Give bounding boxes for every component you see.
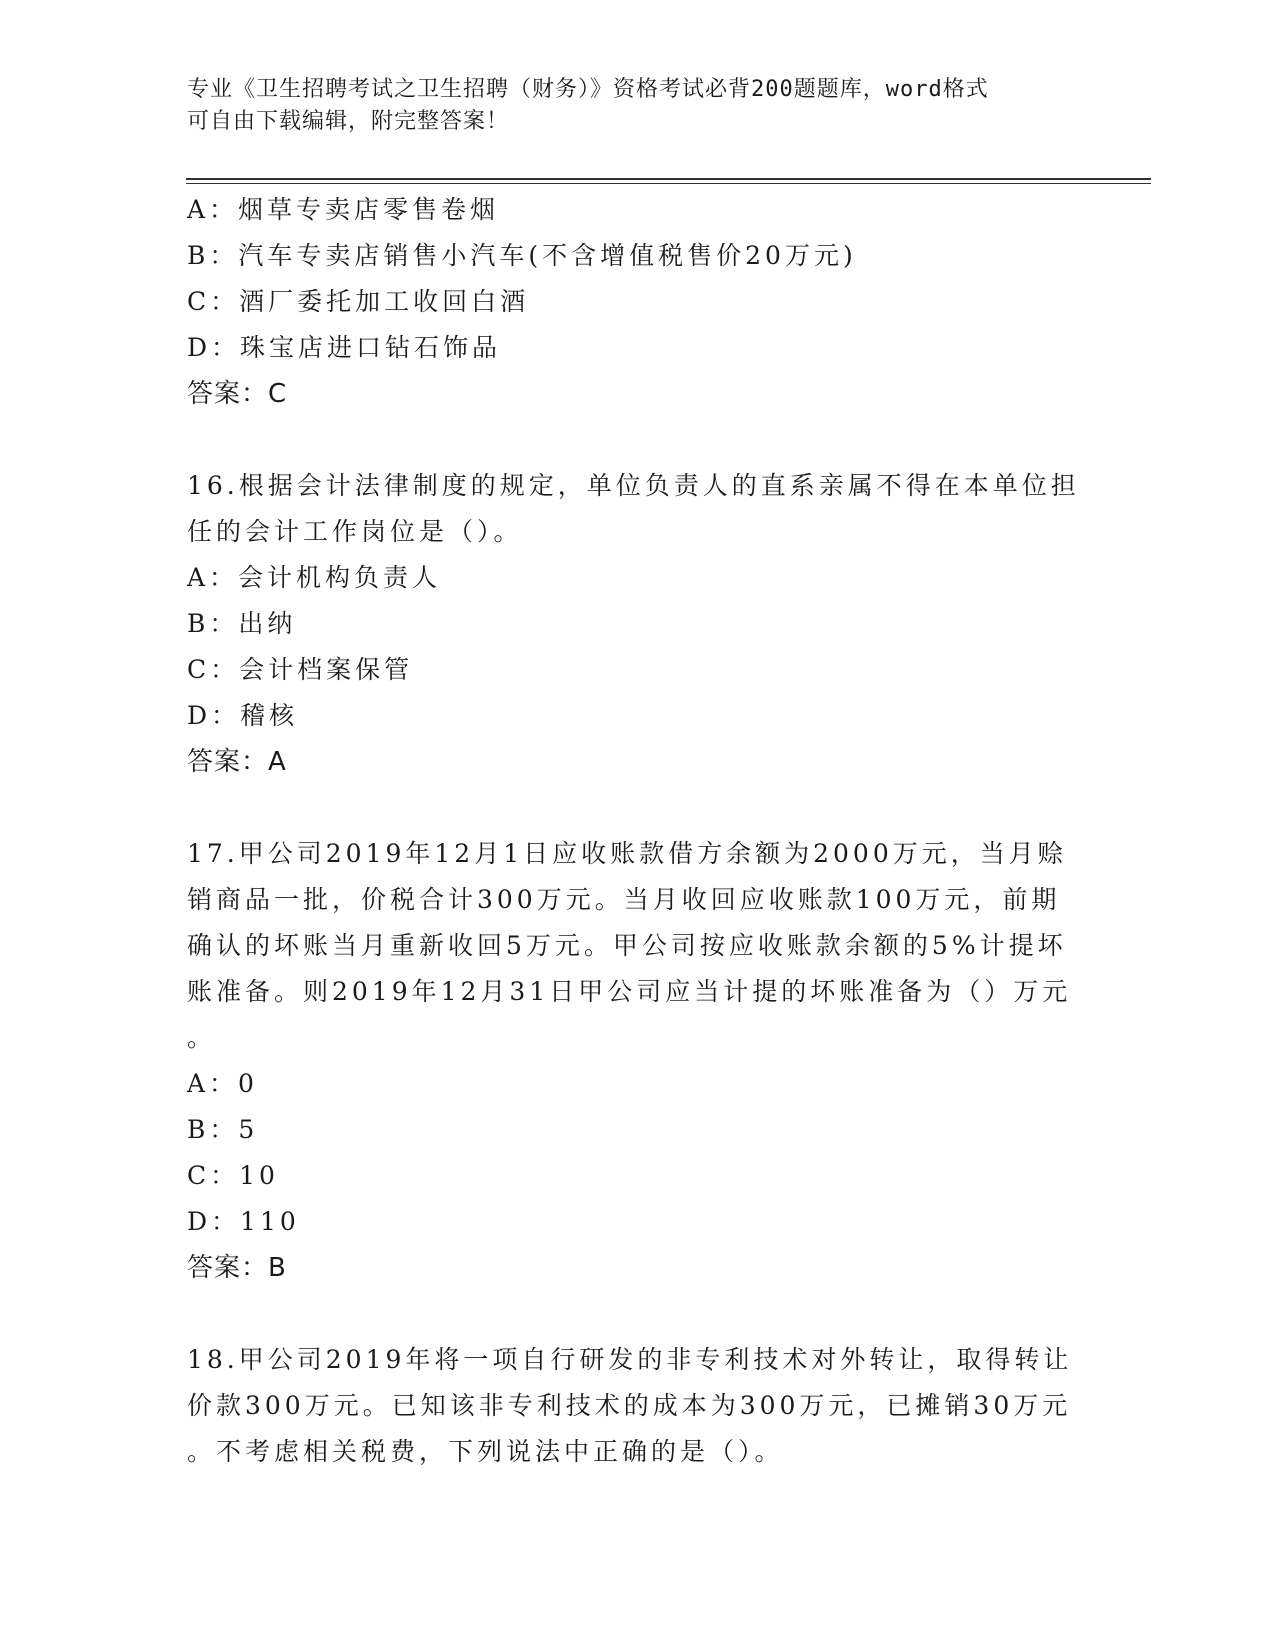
question-15 bbox=[187, 187, 1087, 417]
question-stem: 确认的坏账当月重新收回5万元。甲公司按应收账款余额的5%计提坏 bbox=[187, 931, 1067, 960]
header-line-1: 专业《卫生招聘考试之卫生招聘（财务）》资格考试必背200题题库，word格式 bbox=[187, 77, 989, 102]
option-d: D：110 bbox=[187, 1207, 300, 1236]
spacer bbox=[187, 785, 1087, 831]
option-b: B：出纳 bbox=[187, 609, 297, 638]
question-stem: 。 bbox=[187, 1023, 217, 1052]
question-stem: 销商品一批，价税合计300万元。当月收回应收账款100万元，前期 bbox=[187, 885, 1061, 914]
question-list bbox=[187, 187, 1087, 1475]
option-c: C：酒厂委托加工收回白酒 bbox=[187, 287, 530, 316]
option-c: C：会计档案保管 bbox=[187, 655, 414, 684]
header-rule-thin bbox=[186, 183, 1151, 184]
spacer bbox=[187, 417, 1087, 463]
question-18 bbox=[187, 1337, 1087, 1475]
option-b: B：汽车专卖店销售小汽车(不含增值税售价20万元) bbox=[187, 241, 857, 270]
option-c: C：10 bbox=[187, 1161, 279, 1190]
option-a: A：0 bbox=[187, 1069, 258, 1098]
question-17 bbox=[187, 831, 1087, 1291]
spacer bbox=[187, 1291, 1087, 1337]
question-stem: 价款300万元。已知该非专利技术的成本为300万元，已摊销30万元 bbox=[187, 1391, 1072, 1420]
question-stem: 18.甲公司2019年将一项自行研发的非专利技术对外转让，取得转让 bbox=[187, 1345, 1073, 1374]
question-stem: 17.甲公司2019年12月1日应收账款借方余额为2000万元，当月赊 bbox=[187, 839, 1067, 868]
option-d: D：稽核 bbox=[187, 701, 299, 730]
answer: 答案：A bbox=[187, 747, 287, 777]
option-d: D：珠宝店进口钻石饰品 bbox=[187, 333, 502, 362]
answer: 答案：B bbox=[187, 1253, 287, 1283]
question-stem: 账准备。则2019年12月31日甲公司应当计提的坏账准备为（）万元 bbox=[187, 977, 1072, 1006]
answer: 答案：C bbox=[187, 379, 288, 409]
question-stem: 任的会计工作岗位是（）。 bbox=[187, 517, 523, 546]
question-stem: 。不考虑相关税费，下列说法中正确的是（）。 bbox=[187, 1437, 784, 1466]
header-line-2: 可自由下载编辑，附完整答案！ bbox=[187, 109, 510, 134]
question-16 bbox=[187, 463, 1087, 785]
document-header bbox=[187, 74, 1067, 138]
option-a: A：烟草专卖店零售卷烟 bbox=[187, 195, 500, 224]
header-rule-thick bbox=[186, 178, 1151, 180]
question-stem: 16.根据会计法律制度的规定，单位负责人的直系亲属不得在本单位担 bbox=[187, 471, 1080, 500]
option-b: B：5 bbox=[187, 1115, 259, 1144]
option-a: A：会计机构负责人 bbox=[187, 563, 442, 592]
